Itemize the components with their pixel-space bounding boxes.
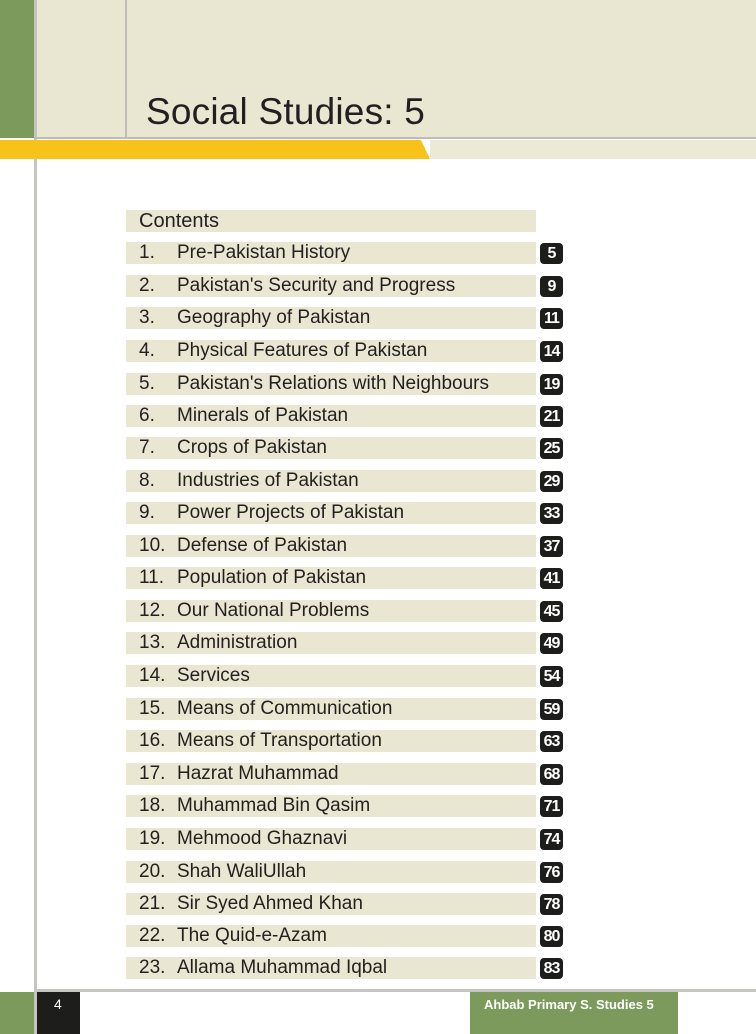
toc-entry-title: Mehmood Ghaznavi [177,828,348,849]
page-number: 4 [54,996,62,1012]
toc-entry-title: Our National Problems [177,600,370,621]
title-divider-rule [125,0,127,138]
toc-entry-title: Shah WaliUllah [177,861,307,882]
toc-entry [126,405,560,427]
toc-entry-number: 7. [139,437,155,458]
toc-entry-number: 22. [139,925,166,946]
toc-entry-title: Power Projects of Pakistan [177,502,405,523]
toc-entry-title: Pakistan's Relations with Neighbours [177,373,490,394]
contents-heading: Contents [139,210,220,232]
toc-entry-number: 5. [139,373,155,394]
toc-entry-number: 21. [139,893,166,914]
toc-entry-number: 15. [139,698,166,719]
toc-entry-number: 20. [139,861,166,882]
toc-entry-title: Pakistan's Security and Progress [177,275,456,296]
toc-entry [126,340,560,362]
toc-entry-number: 4. [139,340,155,361]
toc-entry-number: 2. [139,275,155,296]
toc-entry [126,665,560,687]
cream-accent-strip [430,140,756,159]
toc-entry-page-badge: 25 [540,438,563,459]
toc-entry-page-badge: 11 [540,308,563,329]
green-side-bar [0,0,34,138]
toc-entry-page-badge: 9 [540,276,563,297]
toc-entry-title: Sir Syed Ahmed Khan [177,893,363,914]
toc-entry-title: Geography of Pakistan [177,307,371,328]
toc-entry-page-badge: 14 [540,341,563,362]
toc-entry [126,730,560,752]
toc-entry-title: Defense of Pakistan [177,535,348,556]
toc-entry-title: Population of Pakistan [177,567,367,588]
toc-entry [126,242,556,264]
toc-entry [126,698,560,720]
toc-entry-title: Industries of Pakistan [177,470,359,491]
toc-entry-number: 8. [139,470,155,491]
toc-entry [126,795,560,817]
footer-green-block [0,992,34,1034]
toc-entry-number: 6. [139,405,155,426]
toc-entry-page-badge: 19 [540,374,563,395]
header-bottom-rule [34,137,756,139]
toc-entry [126,535,560,557]
toc-entry-number: 14. [139,665,166,686]
toc-entry-title: Physical Features of Pakistan [177,340,428,361]
toc-entry-number: 11. [139,567,165,588]
toc-entry [126,632,560,654]
toc-entry-title: Hazrat Muhammad [177,763,339,784]
toc-entry-number: 12. [139,600,166,621]
toc-entry [126,470,560,492]
toc-entry [126,925,560,947]
toc-entry [126,600,560,622]
toc-entry-number: 23. [139,957,166,978]
toc-entry-number: 16. [139,730,166,751]
toc-entry-title: Minerals of Pakistan [177,405,349,426]
toc-entry-page-badge: 78 [540,894,563,915]
toc-entry-page-badge: 21 [540,406,563,427]
toc-entry [126,893,560,915]
toc-entry-number: 18. [139,795,166,816]
toc-entry [126,307,559,329]
toc-entry-number: 13. [139,632,166,653]
toc-entry-page-badge: 76 [540,862,563,883]
toc-entry-page-badge: 45 [540,601,563,622]
toc-entry-number: 9. [139,502,155,523]
toc-entry-title: Administration [177,632,298,653]
toc-entry-page-badge: 63 [540,731,563,752]
toc-entry [126,861,560,883]
toc-entry-page-badge: 54 [540,666,563,687]
toc-entry-number: 3. [139,307,155,328]
toc-entry [126,275,556,297]
toc-entry-number: 10. [139,535,166,556]
toc-entry-title: The Quid-e-Azam [177,925,327,946]
toc-entry-page-badge: 49 [540,633,563,654]
toc-entry-title: Means of Communication [177,698,393,719]
page-number-box [37,992,80,1034]
toc-entry-page-badge: 5 [540,243,563,264]
toc-entry-page-badge: 68 [540,764,563,785]
book-label: Ahbab Primary S. Studies 5 [484,997,654,1012]
toc-entry-number: 1. [139,242,155,263]
toc-entry [126,957,560,979]
toc-entry-page-badge: 74 [540,829,563,850]
toc-entry [126,828,560,850]
toc-entry-page-badge: 29 [540,471,563,492]
yellow-accent-strip [0,140,430,159]
toc-entry-page-badge: 41 [540,568,563,589]
toc-entry-title: Muhammad Bin Qasim [177,795,371,816]
toc-entry-title: Pre-Pakistan History [177,242,351,263]
toc-entry-number: 19. [139,828,166,849]
toc-entry-title: Means of Transportation [177,730,382,751]
toc-entry-title: Services [177,665,250,686]
toc-entry [126,502,560,524]
toc-entry-page-badge: 59 [540,699,563,720]
toc-entry [126,763,560,785]
toc-entry-page-badge: 83 [540,958,563,979]
toc-entry-page-badge: 80 [540,926,563,947]
toc-entry [126,373,560,395]
toc-entry [126,437,560,459]
contents-heading-band [126,210,536,232]
toc-entry-page-badge: 71 [540,796,563,817]
toc-entry [126,567,560,589]
toc-entry-title: Crops of Pakistan [177,437,327,458]
page-title: Social Studies: 5 [146,91,426,132]
toc-entry-page-badge: 37 [540,536,563,557]
toc-entry-page-badge: 33 [540,503,563,524]
toc-entry-number: 17. [139,763,166,784]
toc-entry-title: Allama Muhammad Iqbal [177,957,388,978]
book-label-box [470,992,678,1034]
